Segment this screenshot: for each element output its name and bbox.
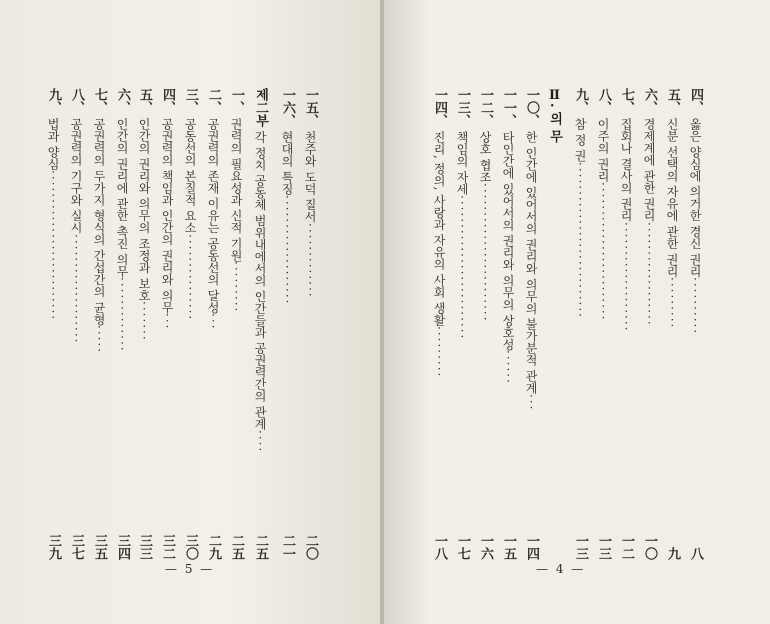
entry-title: 참 정 권 [573, 118, 587, 162]
toc-entry [180, 88, 200, 560]
entry-title: 각 정치 공동체 범위내에서의 인간들과 공권력간의 관계 [253, 131, 267, 430]
toc-entry [429, 88, 449, 560]
dot-leader: ····· [92, 325, 106, 355]
entry-number: 八、 [69, 88, 84, 114]
entry-number: 五、 [665, 88, 680, 114]
dot-leader: ······· [137, 301, 151, 342]
entry-title: 상호 협조 [478, 131, 492, 183]
toc-entry [89, 88, 109, 560]
entry-page: 一八 [432, 534, 447, 560]
entry-page: 二九 [206, 534, 221, 560]
toc-entry [134, 88, 154, 560]
entry-number: 四、 [160, 88, 175, 114]
toc-entry [521, 88, 541, 560]
entry-title: 공동선의 본질적 요소 [183, 118, 197, 234]
entry-number: 二、 [206, 88, 221, 114]
entry-number: 一六、 [280, 88, 295, 127]
entry-page: 二〇 [303, 534, 318, 560]
entry-page: 三二 [160, 534, 175, 560]
page-number: — 5 — [165, 562, 215, 576]
part-heading: 제二부 [253, 88, 268, 127]
entry-page: 三五 [92, 534, 107, 560]
entry-number: 一五、 [303, 88, 318, 127]
entry-title: 권력의 필요성과 신적 기원 [229, 118, 243, 262]
dot-leader: ··· [524, 393, 538, 412]
entry-page: 八 [688, 547, 703, 560]
toc-entry [639, 88, 659, 560]
toc-entry [226, 88, 246, 560]
toc-entry [112, 88, 132, 560]
toc-entry [203, 88, 223, 560]
entry-page: 一六 [478, 534, 493, 560]
entry-page: 一二 [619, 534, 634, 560]
entry-number: 一一、 [501, 88, 516, 127]
entry-title: 공권력의 존재 이유는 공동선의 달성 [206, 118, 220, 314]
entry-number: 四、 [688, 88, 703, 114]
entry-title: 신분 선택의 자유에 관한 권리 [665, 118, 679, 278]
toc-entry [452, 88, 472, 560]
dot-leader: ··················· [280, 194, 294, 306]
dot-leader: ········· [665, 277, 679, 330]
entry-page: 一三 [573, 534, 588, 560]
entry-number: 七、 [92, 88, 107, 114]
entry-title: 인간의 권리에 관한 촉진 의무 [115, 118, 129, 278]
dot-leader: ·························· [46, 169, 60, 322]
toc-entry [277, 88, 297, 560]
entry-title: 법과 양심 [46, 118, 60, 170]
entry-page: 三七 [69, 534, 84, 560]
toc-entry [250, 88, 270, 560]
dot-leader: ··················· [69, 233, 83, 345]
page-number: — 4 — [536, 562, 586, 576]
dot-leader: ········· [432, 325, 446, 379]
dot-leader: ························· [455, 194, 469, 341]
toc-entry [66, 88, 86, 560]
dot-leader: ························ [478, 182, 492, 323]
entry-page: 一五 [501, 534, 516, 560]
entry-title: 공권력의 책임과 인간의 권리와 의무 [160, 118, 174, 314]
entry-number: 六、 [642, 88, 657, 114]
entry-page: 三三 [137, 534, 152, 560]
dot-leader: ··· [160, 313, 174, 331]
dot-leader: ······ [501, 350, 515, 386]
entry-title: 현대의 특징 [280, 131, 294, 195]
entry-number: 九、 [573, 88, 588, 114]
entry-title: 천주와 도덕 질서 [303, 131, 317, 223]
entry-page: 一〇 [642, 534, 657, 560]
dot-leader: ························ [596, 181, 610, 322]
dot-leader: ··· [206, 313, 220, 331]
toc-entry [616, 88, 636, 560]
toc-entry [685, 88, 705, 560]
entry-page: 一七 [455, 534, 470, 560]
dot-leader: ··················· [619, 221, 633, 333]
entry-number: 九、 [46, 88, 61, 114]
entry-title: 옳은 양심에 의거한 경신 권리 [688, 118, 702, 278]
dot-leader: ········· [229, 261, 243, 314]
entry-title: 인간의 권리와 의무의 조정과 보호 [137, 118, 151, 302]
entry-number: 一三、 [455, 88, 470, 127]
toc-entry [300, 88, 320, 560]
entry-title: 이주의 권리 [596, 118, 610, 182]
entry-title: 진리, 정의, 사랑과 자유의 사회 생활 [432, 131, 446, 326]
left-page [0, 0, 382, 624]
entry-title: 공권력의 기구와 실시 [69, 118, 83, 234]
dot-leader: ·················· [642, 221, 656, 327]
entry-title: 집회나 결사의 권리 [619, 118, 633, 222]
toc-entry [662, 88, 682, 560]
entry-number: 一四、 [432, 88, 447, 127]
toc-entry [43, 88, 63, 560]
section-title: 의 무 [547, 111, 562, 143]
entry-page: 三九 [46, 534, 61, 560]
entry-page: 二五 [253, 534, 268, 560]
dot-leader: ··························· [573, 161, 587, 319]
entry-page: 二一 [280, 534, 295, 560]
dot-leader: ··············· [183, 233, 197, 321]
entry-number: 一、 [229, 88, 244, 114]
section-heading [544, 88, 564, 560]
entry-number: 七、 [619, 88, 634, 114]
toc-entry [593, 88, 613, 560]
entry-page: 一四 [524, 534, 539, 560]
entry-number: 八、 [596, 88, 611, 114]
entry-page: 九 [665, 547, 680, 560]
entry-page: 三〇 [183, 534, 198, 560]
entry-page: 一三 [596, 534, 611, 560]
toc-entry [570, 88, 590, 560]
entry-number: 三、 [183, 88, 198, 114]
entry-title: 공권력의 두가지 형식의 간섭간의 균형 [92, 118, 106, 326]
dot-leader: ·········· [688, 277, 702, 336]
dot-leader: ···· [253, 429, 267, 454]
entry-title: 책임의 자세 [455, 131, 469, 195]
section-numeral: Ⅱ. [547, 88, 562, 108]
entry-page: 三四 [115, 534, 130, 560]
toc-entry [498, 88, 518, 560]
dot-leader: ············· [303, 222, 317, 299]
entry-page: 二五 [229, 534, 244, 560]
toc-entry [157, 88, 177, 560]
dot-leader: ············· [115, 277, 129, 353]
entry-title: 한 인간에 있어서의 권리와 의무의 불가분적 관계 [524, 131, 538, 394]
entry-title: 경제계에 관한 권리 [642, 118, 656, 222]
entry-title: 타인간에 있어서의 권리와 의무의 상호성 [501, 131, 515, 351]
entry-number: 六、 [115, 88, 130, 114]
entry-number: 一二、 [478, 88, 493, 127]
toc-entry [475, 88, 495, 560]
entry-number: 五、 [137, 88, 152, 114]
right-page [384, 0, 770, 624]
entry-number: 一〇、 [524, 88, 539, 127]
